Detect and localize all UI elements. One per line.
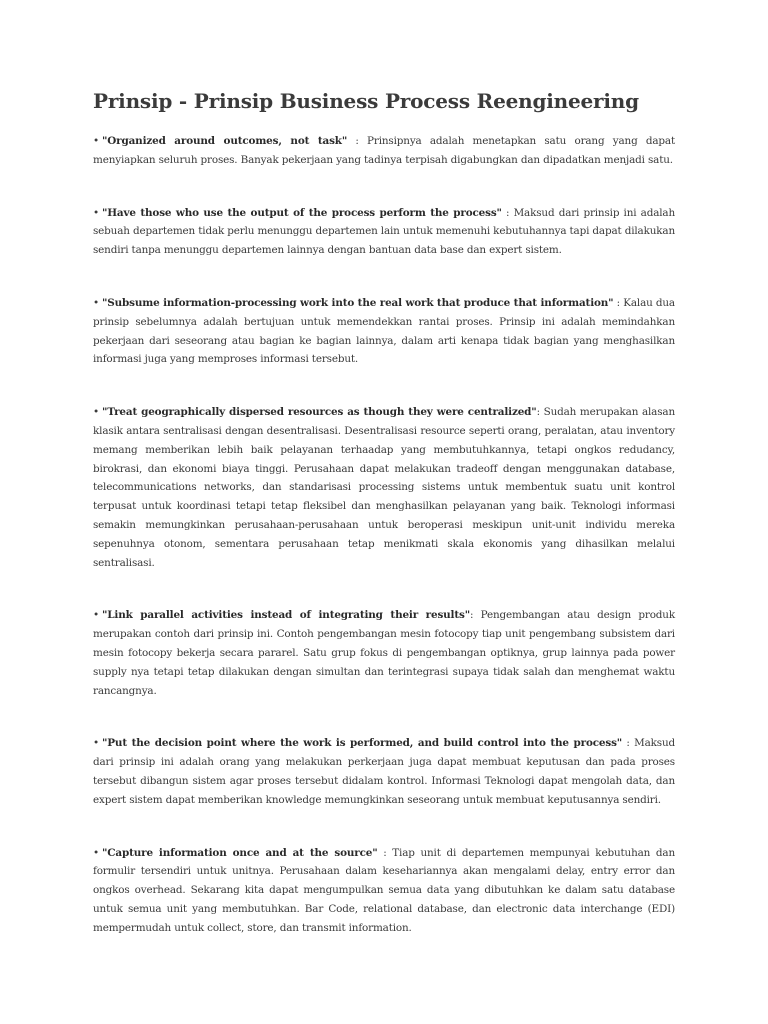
principle-description: : Tiap unit di departemen mempunyai kebutuhan dan formulir tersendiri untuk unitnya. Perusahaan dalam kesehariannya akan mengalami delay, entry error dan ongkos overhead. Sekarang kita dapat mengumpulkan semua data yang dibutuhkan ke dalam satu database untuk semua unit yang membutuhkan. Bar Code, relational database, dan electronic data interchange (EDI) mempermudah untuk collect, store, dan transmit information. [93, 846, 675, 934]
bullet-glyph: • [93, 609, 99, 622]
principle-description: : Maksud dari prinsip ini adalah sebuah departemen tidak perlu menunggu departemen lain untuk memenuhi kebutuhannya tapi dapat dilakukan sendiri tanpa menunggu departemen lainnya dengan bantuan data base dan expert sistem. [93, 206, 676, 257]
principle-item [93, 403, 675, 572]
bullet-glyph: • [93, 206, 99, 219]
principle-item [93, 132, 675, 170]
bullet-glyph: • [93, 737, 99, 750]
principle-item [93, 844, 675, 938]
document-title: Prinsip - Prinsip Business Process Reengineering [93, 89, 639, 113]
principle-description: : Kalau dua prinsip sebelumnya adalah bertujuan untuk memendekkan rantai proses. Prinsip ini adalah memindahkan pekerjaan dari seseorang atau bagian ke bagian lainnya, dalam arti kenapa tidak bagian yang menghasilkan informasi juga yang memproses informasi tersebut. [93, 296, 675, 366]
principle-item [93, 606, 675, 700]
principle-title: "Capture information once and at the source" [101, 846, 378, 859]
principle-description: : Prinsipnya adalah menetapkan satu orang yang dapat menyiapkan seluruh proses. Banyak pekerjaan yang tadinya terpisah digabungkan dan dipadatkan menjadi satu. [93, 135, 675, 166]
principle-title: "Link parallel activities instead of integrating their results" [101, 609, 470, 622]
principle-item [93, 294, 675, 369]
principle-title: "Have those who use the output of the process perform the process" [101, 206, 502, 219]
bullet-glyph: • [93, 296, 99, 309]
bullet-glyph: • [93, 846, 99, 859]
principle-description: : Pengembangan atau design produk merupakan contoh dari prinsip ini. Contoh pengembangan mesin fotocopy tiap unit pengembang subsistem dari mesin fotocopy bekerja secara pararel. Satu grup fokus di pengembangan optiknya, grup lainnya pada power supply nya tetapi tetap dilakukan dengan simultan dan terintegrasi supaya tidak salah dan menghemat waktu rancangnya. [93, 609, 675, 697]
principle-title: "Put the decision point where the work is performed, and build control into the process" [101, 737, 623, 750]
document-page [93, 86, 675, 972]
principle-title: "Organized around outcomes, not task" [101, 135, 348, 147]
principle-description: : Sudah merupakan alasan klasik antara sentralisasi dengan desentralisasi. Desentralisasi resource seperti orang, peralatan, atau inventory memang memberikan lebih baik pelayanan terhaadap yang membutuhkannya, tetapi ongkos redudancy, birokrasi, dan ekonomi biaya tinggi. Perusahaan dapat melakukan tradeoff dengan menggunakan database, telecommunications networks, dan standarisasi processing sistems untuk membentuk suatu unit kontrol terpusat untuk koordinasi tetapi tetap fleksibel dan menghasilkan pelayanan yang baik. Teknologi informasi semakin memungkinkan perusahaan-perusahaan untuk beroperasi meskipun unit-unit individu mereka sepenuhnya otonom, sementara perusahaan tetap menikmati skala ekonomis yang dihasilkan melalui sentralisasi. [93, 406, 675, 569]
principle-item [93, 734, 675, 809]
principle-title: "Subsume information-processing work into the real work that produce that information" [101, 296, 614, 309]
principle-item [93, 204, 675, 260]
bullet-glyph: • [93, 135, 99, 147]
principle-title: "Treat geographically dispersed resources as though they were centralized" [101, 406, 537, 419]
bullet-glyph: • [93, 406, 99, 419]
principle-description: : Maksud dari prinsip ini adalah orang yang melakukan perkerjaan juga dapat membuat keputusan dan pada proses tersebut dibangun sistem agar proses tersebut didalam kontrol. Informasi Teknologi dapat mengolah data, dan expert sistem dapat memberikan knowledge memungkinkan seseorang untuk membuat keputusannya sendiri. [93, 737, 675, 806]
